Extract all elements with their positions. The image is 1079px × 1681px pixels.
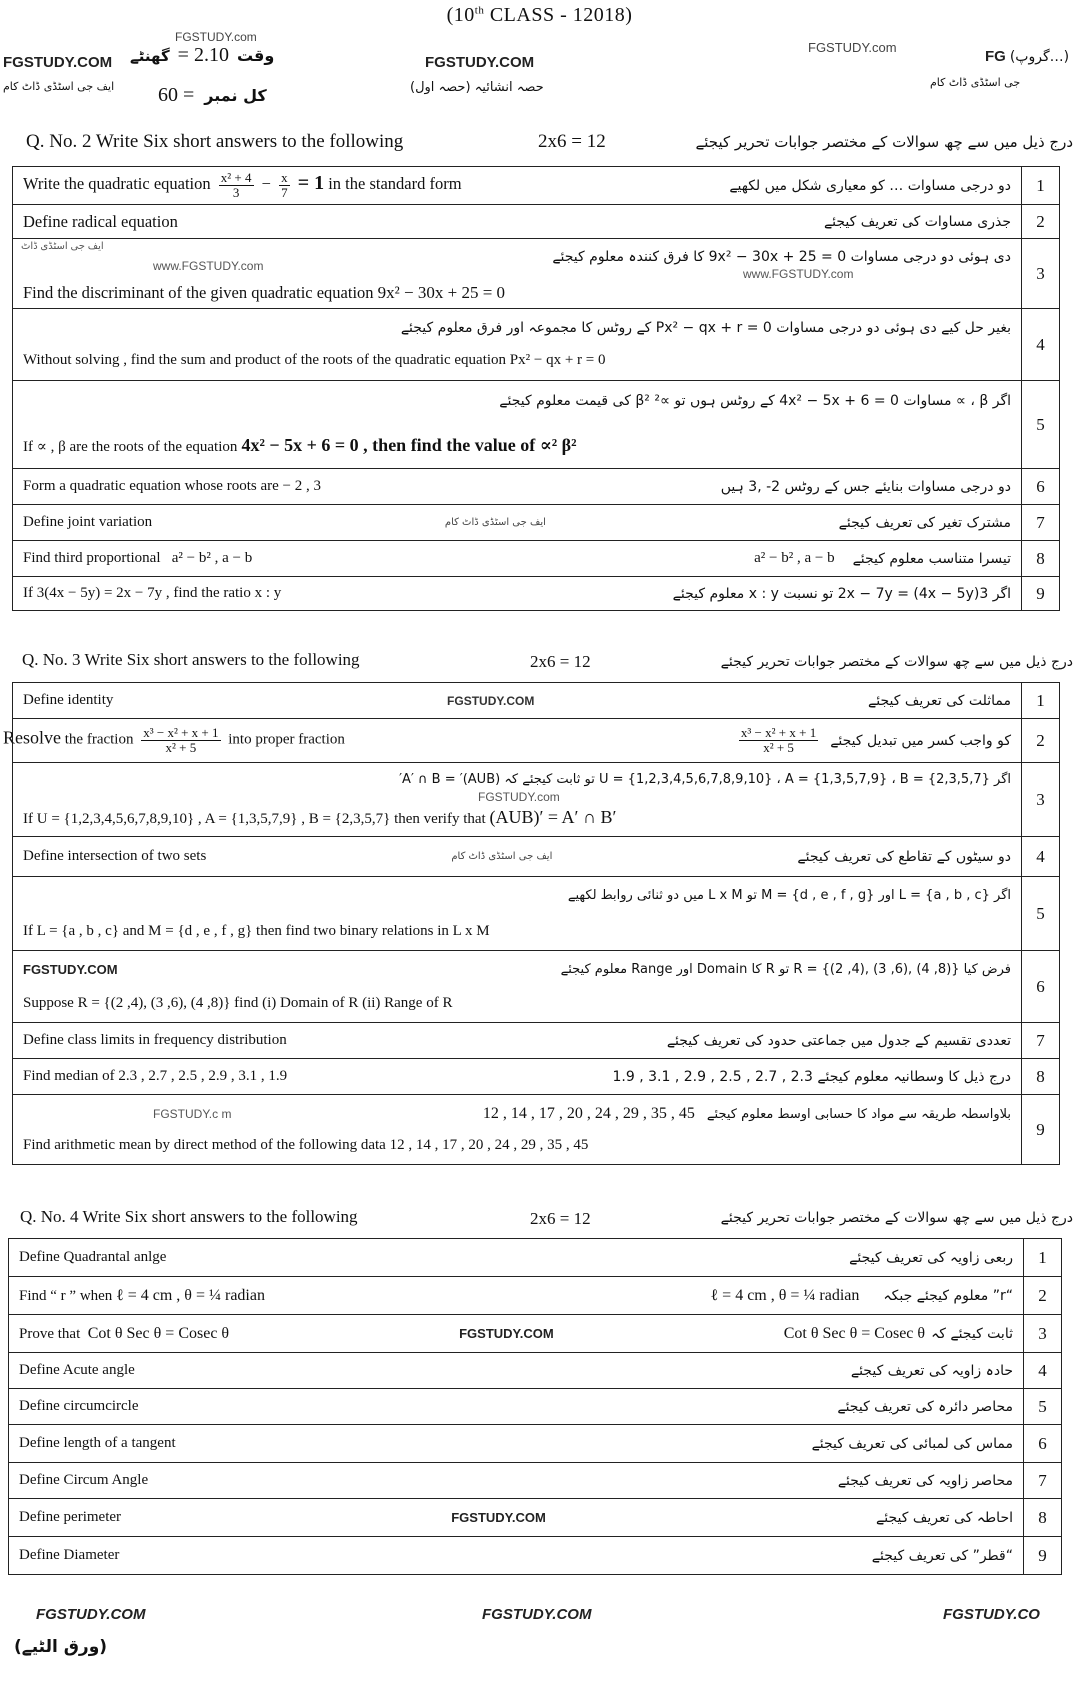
question-number: 2 [1022, 719, 1060, 763]
question-row [13, 577, 1060, 611]
watermark-inline: ایف جی اسٹڈی ڈاٹ [21, 241, 104, 252]
question-text-ur: اگر β ، ∝ مساوات 4x² − 5x + 6 = 0 کے روٹس ہوں تو ∝² β² کی قیمت معلوم کیجئے [499, 393, 1011, 409]
question-text-ur: تعددی تقسیم کے جدول میں جماعتی حدود کی تعریف کیجئے [666, 1032, 1011, 1049]
watermark-footer-right: FGSTUDY.CO [943, 1606, 1040, 1623]
question-text-ur: فرض کیا R = {(2 ,4), (3 ,6), (4 ,8)} تو R کا Domain اور Range معلوم کیجئے [560, 961, 1011, 977]
watermark-inline: ایف جی اسٹڈی ڈاٹ کام [444, 517, 546, 528]
question-text-en: Define identity [23, 692, 114, 708]
question-number: 3 [1024, 1315, 1062, 1353]
watermark-inline: FGSTUDY.COM [23, 961, 118, 977]
group-label: FG (…گروپ) [985, 48, 1070, 65]
question-text-en: Without solving , find the sum and product of the roots of the quadratic equation Px² − qx + r = 0 [23, 352, 606, 368]
question-row [9, 1425, 1062, 1463]
question-text-ur: مماثلت کی تعریف کیجئے [868, 692, 1011, 709]
question-text-ur: اگر 3(4x − 5y) = 2x − 7y تو نسبت x : y معلوم کیجئے [672, 585, 1011, 602]
question-text-en: Find “ r ” when ℓ = 4 cm , θ = ¼ radian [19, 1286, 265, 1304]
q2-heading-urdu: درج ذیل میں سے چھ سوالات کے مختصر جوابات تحریر کیجئے [695, 133, 1073, 151]
question-text-en: Define Circum Angle [19, 1472, 149, 1488]
watermark-inline: FGSTUDY.COM [447, 693, 535, 708]
question-text-en: If ∝ , β are the roots of the equation 4x² − 5x + 6 = 0 , then find the value of ∝² β² [23, 435, 577, 455]
watermark-inline: FGSTUDY.COM [451, 1510, 546, 1525]
question-text-ur: ربعی زاویہ کی تعریف کیجئے [849, 1249, 1013, 1266]
question-text-ur: “قطر” کی تعریف کیجئے [871, 1547, 1013, 1564]
question-number: 4 [1024, 1353, 1062, 1389]
question-text-ur: درج ذیل کا وسطانیہ معلوم کیجئے 2.3 , 2.7 , 2.5 , 2.9 , 3.1 , 1.9 [612, 1068, 1011, 1085]
q4-heading: Q. No. 4 Write Six short answers to the following [20, 1207, 358, 1226]
watermark-left-urdu: ایف جی اسٹڈی ڈاٹ کام [3, 80, 115, 93]
question-row [13, 505, 1060, 541]
q2-table [12, 166, 1060, 611]
question-row [13, 239, 1060, 309]
question-number: 1 [1024, 1239, 1062, 1277]
question-text-en: Find third proportional a² − b² , a − b [23, 550, 253, 566]
question-text-ur: مماس کی لمبائی کی تعریف کیجئے [811, 1435, 1013, 1452]
question-number: 2 [1024, 1277, 1062, 1315]
question-row [13, 205, 1060, 239]
watermark-top-small: FGSTUDY.com [175, 30, 257, 44]
question-text-en: Define radical equation [23, 211, 178, 231]
question-text-ur: مشترک تغیر کی تعریف کیجئے [838, 514, 1011, 531]
question-text-en: If 3(4x − 5y) = 2x − 7y , find the ratio x : y [23, 585, 282, 601]
question-text-en: Write the quadratic equation $\frac{\text{x² + 4}}{3}$ − $\frac{x}{7}$ = 1 in the standard form [23, 170, 462, 200]
question-number: 7 [1024, 1463, 1062, 1499]
question-text-en: Form a quadratic equation whose roots are − 2 , 3 [23, 478, 321, 494]
question-number: 6 [1024, 1425, 1062, 1463]
question-row [9, 1499, 1062, 1537]
watermark-footer-left: FGSTUDY.COM [36, 1606, 146, 1623]
time-allowed: گھنٹے = 2.10 وقت [130, 44, 275, 66]
watermark-left: FGSTUDY.COM [3, 54, 113, 71]
question-row: FGSTUDY.c m 12 , 14 , 17 , 20 , 24 , 29 , 35 , 45 بلاواسطہ طریقہ سے مواد کا حسابی اوسط معلوم کیجئے Find arithmetic mean by direct method of the following data 12 , 14 , 17 , 20 , 24 , 29 , 35 , 45 9 [13, 1095, 1060, 1165]
question-text-ur: تیسرا متناسب معلوم کیجئے [852, 550, 1011, 567]
question-row: Find “ r ” when ℓ = 4 cm , θ = ¼ radian ℓ = 4 cm , θ = ¼ radian “r” معلوم کیجئے جبکہ 2 [9, 1277, 1062, 1315]
question-number: 6 [1022, 469, 1060, 505]
question-number: 2 [1022, 205, 1060, 239]
question-text-ur: محاصر زاویہ کی تعریف کیجئے [837, 1472, 1013, 1489]
question-row [13, 683, 1060, 719]
watermark-inline: FGSTUDY.c m [153, 1107, 232, 1121]
question-row [9, 1239, 1062, 1277]
question-row [13, 1059, 1060, 1095]
question-text-ur: ثابت کیجئے کہ [931, 1325, 1013, 1342]
watermark-inline: FGSTUDY.COM [459, 1326, 554, 1341]
q3-table [3, 682, 1060, 1165]
q4-table [8, 1238, 1062, 1575]
question-number: 6 [1022, 951, 1060, 1023]
question-row [13, 877, 1060, 951]
question-row [9, 1389, 1062, 1425]
watermark-right-light: FGSTUDY.com [808, 40, 897, 55]
question-row [13, 381, 1060, 469]
question-row [13, 469, 1060, 505]
question-number: 4 [1022, 309, 1060, 381]
question-text-en: If U = {1,2,3,4,5,6,7,8,9,10} , A = {1,3,5,7,9} , B = {2,3,5,7} then verify that (AUB)′ = A′ ∩ B′ [23, 806, 617, 827]
question-text-en: Prove that Cot θ Sec θ = Cosec θ [19, 1324, 230, 1342]
question-row [13, 763, 1060, 837]
question-text-en: Find median of 2.3 , 2.7 , 2.5 , 2.9 , 3.1 , 1.9 [23, 1068, 288, 1084]
section-label: حصہ انشائیہ (حصہ اول) [410, 80, 544, 95]
question-text-ur: محاصر دائرہ کی تعریف کیجئے [837, 1398, 1013, 1415]
class-title: (10th CLASS - 12018) [446, 4, 633, 26]
question-text-en: Find arithmetic mean by direct method of the following data 12 , 14 , 17 , 20 , 24 , 29 , 35 , 45 [23, 1137, 589, 1153]
watermark-right-urdu: جی اسٹڈی ڈاٹ کام [930, 76, 1021, 89]
question-text-ur: بلاواسطہ طریقہ سے مواد کا حسابی اوسط معلوم کیجئے [706, 1106, 1011, 1122]
question-text-en: If L = {a , b , c} and M = {d , e , f , g} then find two binary relations in L x M [23, 922, 490, 939]
question-row [13, 1023, 1060, 1059]
question-text-en: Define joint variation [23, 514, 153, 530]
question-text-en: Find the discriminant of the given quadratic equation 9x² − 30x + 25 = 0 [23, 282, 506, 302]
question-text-ur: جذری مساوات کی تعریف کیجئے [823, 213, 1011, 230]
question-number: 3 [1022, 239, 1060, 309]
question-text-en: Suppose R = {(2 ,4), (3 ,6), (4 ,8)} find (i) Domain of R (ii) Range of R [23, 994, 453, 1011]
question-text-en: Define class limits in frequency distribution [23, 1032, 287, 1048]
question-row: Resolve the fraction $\frac{\text{x³ − x² + x + 1}}{\text{x² + 5}}$ into proper fraction $\frac{\text{x³ − x² + x + 1}}{\text{x² + 5}}$ کو واجب کسر میں تبدیل کیجئے 2 [13, 719, 1060, 763]
question-row [9, 1537, 1062, 1575]
question-text-ur: حادہ زاویہ کی تعریف کیجئے [850, 1362, 1013, 1379]
question-text-ur: دو درجی مساوات … کو معیاری شکل میں لکھیے [729, 177, 1011, 194]
watermark-center: FGSTUDY.COM [425, 54, 535, 71]
question-number: 9 [1022, 1095, 1060, 1165]
question-text-en: Define intersection of two sets [23, 848, 207, 864]
turn-over-note: (ورق الٹیے) [14, 1637, 108, 1657]
question-text-ur: “r” معلوم کیجئے جبکہ [883, 1287, 1013, 1304]
question-text-en: Resolve the fraction $\frac{\text{x³ − x² + x + 1}}{\text{x² + 5}}$ into proper fraction [3, 725, 345, 755]
watermark-inline: www.FGSTUDY.com [743, 267, 854, 281]
question-row: Prove that Cot θ Sec θ = Cosec θ FGSTUDY.COM Cot θ Sec θ = Cosec θ ثابت کیجئے کہ 3 [9, 1315, 1062, 1353]
question-text-en: Define Quadrantal anlge [19, 1249, 167, 1265]
question-text-en: Define Acute angle [19, 1362, 135, 1378]
question-text-ur: اگر L = {a , b , c} اور M = {d , e , f , g} تو L x M میں دو ثنائی روابط لکھیے [567, 887, 1011, 903]
question-number: 7 [1022, 1023, 1060, 1059]
q3-marks: 2x6 = 12 [530, 652, 591, 671]
total-marks: 60 = کل نمبر [158, 84, 267, 106]
question-number: 7 [1022, 505, 1060, 541]
question-row: Find third proportional a² − b² , a − b a² − b² , a − b تیسرا متناسب معلوم کیجئے 8 [13, 541, 1060, 577]
question-row [9, 1353, 1062, 1389]
question-row [13, 951, 1060, 1023]
question-text-ur: کو واجب کسر میں تبدیل کیجئے [830, 732, 1011, 749]
question-number: 8 [1022, 541, 1060, 577]
q3-heading-urdu: درج ذیل میں سے چھ سوالات کے مختصر جوابات تحریر کیجئے [720, 654, 1073, 670]
question-text-ur: اگر U = {1,2,3,4,5,6,7,8,9,10} ، A = {1,3,5,7,9} ، B = {2,3,5,7} تو ثابت کیجئے کہ (AUB)′ = A′ ∩ B′ [399, 771, 1011, 787]
question-text-ur: دی ہوئی دو درجی مساوات 9x² − 30x + 25 = 0 کا فرق کنندہ معلوم کیجئے [552, 248, 1011, 265]
question-number: 1 [1022, 167, 1060, 205]
question-number: 4 [1022, 837, 1060, 877]
watermark-inline: www.FGSTUDY.com [153, 259, 264, 273]
question-number: 5 [1022, 877, 1060, 951]
question-text-en: Define circumcircle [19, 1398, 139, 1414]
question-number: 1 [1022, 683, 1060, 719]
question-number: 9 [1024, 1537, 1062, 1575]
question-row [13, 309, 1060, 381]
question-row [9, 1463, 1062, 1499]
question-number: 8 [1022, 1059, 1060, 1095]
watermark-inline: ایف جی اسٹڈی ڈاٹ کام [451, 851, 553, 862]
watermark-footer-center: FGSTUDY.COM [482, 1606, 592, 1623]
q2-heading: Q. No. 2 Write Six short answers to the following [26, 131, 404, 152]
q2-marks: 2x6 = 12 [538, 131, 606, 152]
question-row [13, 167, 1060, 205]
question-text-en: Define Diameter [19, 1547, 120, 1563]
question-text-ur: دو درجی مساوات بنایئے جس کے روٹس 2- ,3 ہیں [720, 478, 1011, 495]
question-number: 5 [1022, 381, 1060, 469]
question-text-ur: بغیر حل کیے دی ہوئی دو درجی مساوات Px² − qx + r = 0 کے روٹس کا مجموعہ اور فرق معلوم کیجئے [400, 320, 1011, 336]
q4-heading-urdu: درج ذیل میں سے چھ سوالات کے مختصر جوابات تحریر کیجئے [720, 1210, 1073, 1226]
question-row [13, 837, 1060, 877]
question-number: 8 [1024, 1499, 1062, 1537]
question-text-ur: احاطہ کی تعریف کیجئے [876, 1509, 1013, 1526]
question-text-ur: دو سیٹوں کے تقاطع کی تعریف کیجئے [797, 848, 1011, 865]
q4-marks: 2x6 = 12 [530, 1209, 591, 1228]
watermark-inline: FGSTUDY.com [478, 790, 560, 804]
question-number: 5 [1024, 1389, 1062, 1425]
question-number: 9 [1022, 577, 1060, 611]
question-text-en: Define perimeter [19, 1509, 122, 1525]
question-number: 3 [1022, 763, 1060, 837]
question-text-en: Define length of a tangent [19, 1435, 176, 1451]
q3-heading: Q. No. 3 Write Six short answers to the following [22, 650, 360, 669]
